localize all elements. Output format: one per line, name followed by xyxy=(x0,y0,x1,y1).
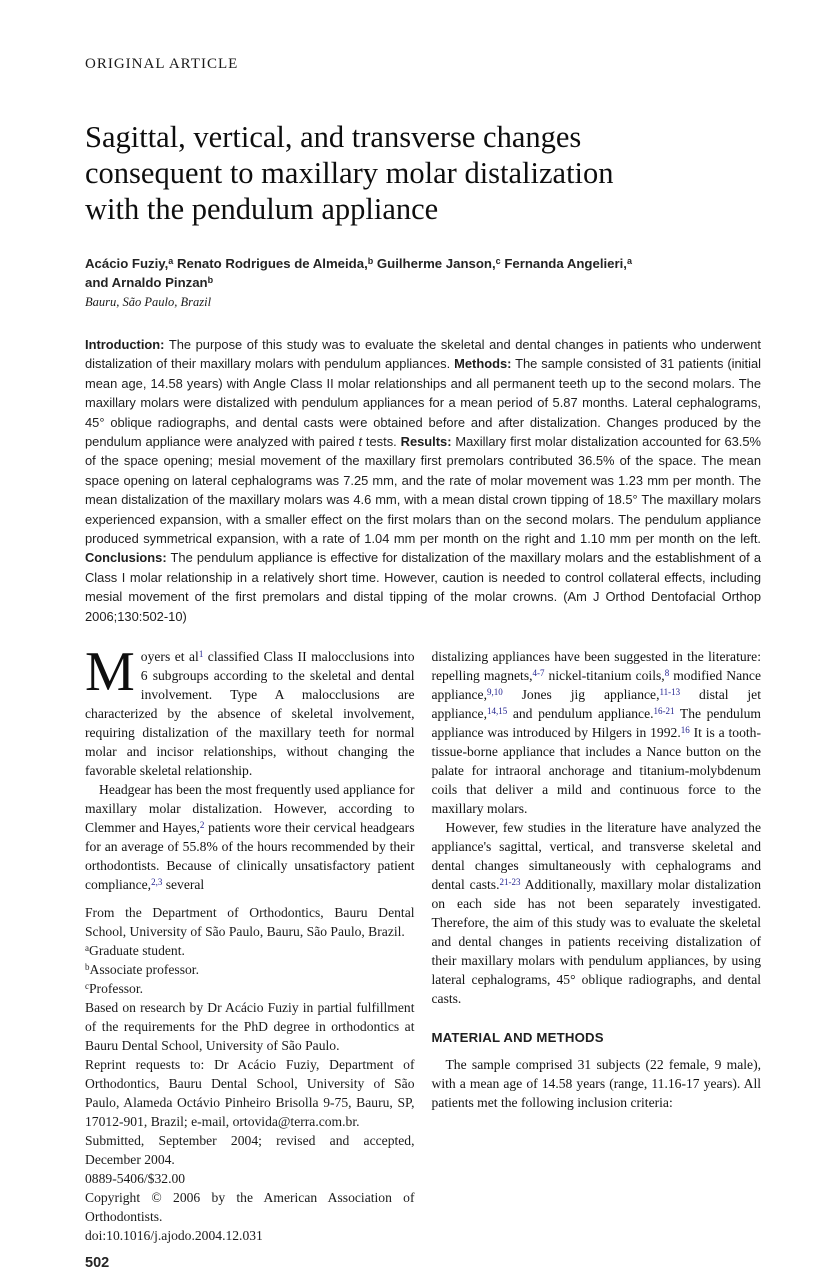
article-type-label: ORIGINAL ARTICLE xyxy=(85,56,239,72)
article-title xyxy=(85,119,761,227)
footnote: From the Department of Orthodontics, Bauru Dental School, University of São Paulo, Bauru, São Paulo, Brazil. xyxy=(85,905,415,940)
right-column xyxy=(432,647,762,1271)
affiliation: Bauru, São Paulo, Brazil xyxy=(85,295,212,309)
title-line: consequent to maxillary molar distalization xyxy=(85,156,614,190)
footnote: $^b$Associate professor. xyxy=(85,962,199,978)
footnote: 0889-5406/$32.00 xyxy=(85,1171,186,1187)
section-heading-material-and-methods: MATERIAL AND METHODS xyxy=(431,1030,604,1046)
article-body xyxy=(85,641,762,1271)
paragraph: The sample comprised 31 subjects (22 female, 9 male), with a mean age of 14.58 years (range, 11.16-17 years). All patients met the following inclusion criteria: xyxy=(431,1057,761,1111)
footnote: Submitted, September 2004; revised and accepted, December 2004. xyxy=(85,1133,415,1168)
page-number: 502 xyxy=(85,1255,110,1271)
title-line: Sagittal, vertical, and transverse changes xyxy=(85,120,582,154)
footnote: Based on research by Dr Acácio Fuziy in partial fulfillment of the requirements for the PhD degree in orthodontics at Bauru Dental School, University of São Paulo. xyxy=(85,1000,415,1054)
paragraph: Moyers et al$^1$ classified Class II malocclusions into 6 subgroups according to the skeletal and dental involvement. Type A malocclusions are characterized by the absence of skeletal involvement, requiring distalization of the maxillary teeth for normal molar and incisor relationships, without changing the favorable skeletal relationship. xyxy=(85,641,415,779)
footnote: doi:10.1016/j.ajodo.2004.12.031 xyxy=(85,1228,263,1244)
title-line: with the pendulum appliance xyxy=(85,192,439,226)
abstract: Introduction: The purpose of this study was to evaluate the skeletal and dental changes in patients who underwent distalization of their maxillary molars with pendulum appliances. Methods: The sample consisted of 31 patients (initial mean age, 14.58 years) with Angle Class II molar relationships and all permanent teeth up to the second molars. The maxillary molars were distalized with pendulum appliances for a mean period of 5.87 months. Lateral cephalograms, 45° oblique radiographs, and dental casts were obtained before and after distalization. Changes produced by the pendulum appliance were analyzed with paired t tests. Results: Maxillary first molar distalization accounted for 63.5% of the space opening; mesial movement of the maxillary first premolars contributed 36.5% of the space. The mean space opening on lateral cephalograms was 7.25 mm, and the rate of molar movement was 1.23 mm per month. The mean distalization of the maxillary molars was 4.6 mm, with a mean distal crown tipping of 18.5° The maxillary molars experienced expansion, with a smaller effect on the first molars than on the second molars. The pendulum appliance produced symmetrical expansion, with a rate of 1.04 mm per month on the right and 1.10 mm per month on the left. Conclusions: The pendulum appliance is effective for distalization of the maxillary molars and the establishment of a Class I molar relationship in a relatively short time. However, caution is needed to control collateral effects, including mesial movement of the first premolars and distal tipping of the molar crowns. (Am J Orthod Dentofacial Orthop 2006;130:502-10) xyxy=(85,337,762,624)
footnote: Reprint requests to: Dr Acácio Fuziy, Department of Orthodontics, Bauru Dental School, University of São Paulo, Alameda Octávio Pinheiro Brisolla 9-75, Bauru, SP, 17012-901, Brazil; e-mail, ortovida@terra.com.br. xyxy=(85,1057,415,1130)
footnote: $^a$Graduate student. xyxy=(85,943,185,959)
author-line: Acácio Fuziy,$^a$ Renato Rodrigues de Almeida,$^b$ Guilherme Janson,$^c$ Fernanda Angelieri,$^a$ and Arnaldo Pinzan$^b$ xyxy=(85,256,632,290)
footnote: $^c$Professor. xyxy=(85,981,143,997)
left-column xyxy=(85,641,415,1271)
paragraph: Headgear has been the most frequently used appliance for maxillary molar distalization. However, according to Clemmer and Hayes,$^2$ patients wore their cervical headgears for an average of 55.8% of the hours recommended by their orthodontists. Because of clinically unsatisfactory patient compliance,$^{2,3}$ several xyxy=(85,782,415,893)
paragraph: distalizing appliances have been suggested in the literature: repelling magnets,$^{4-7}$ nickel-titanium coils,$^8$ modified Nance appliance,$^{9,10}$ Jones jig appliance,$^{11-13}$ distal jet appliance,$^{14,15}$ and pendulum appliance.$^{16-21}$ The pendulum appliance was introduced by Hilgers in 1992.16 It is a tooth-tissue-borne appliance that includes a Nance button on the palate for intraoral anchorage and titanium-molybdenum coils that deliver a mild and continuous force to the maxillary molars. xyxy=(431,649,762,817)
footnote-block xyxy=(85,903,415,1245)
footnote: Copyright © 2006 by the American Association of Orthodontists. xyxy=(85,1190,415,1225)
paragraph: However, few studies in the literature have analyzed the appliance's sagittal, vertical, and transverse skeletal and dental changes simultaneously with cephalograms and dental casts.$^{21-23}$ Additionally, maxillary molar distalization on each side has not been separately investigated. Therefore, the aim of this study was to evaluate the skeletal and dental changes in patients receiving distalization of their maxillary molars with pendulum appliances, by using lateral cephalograms, 45° oblique radiographs, and dental casts. xyxy=(431,820,761,1007)
